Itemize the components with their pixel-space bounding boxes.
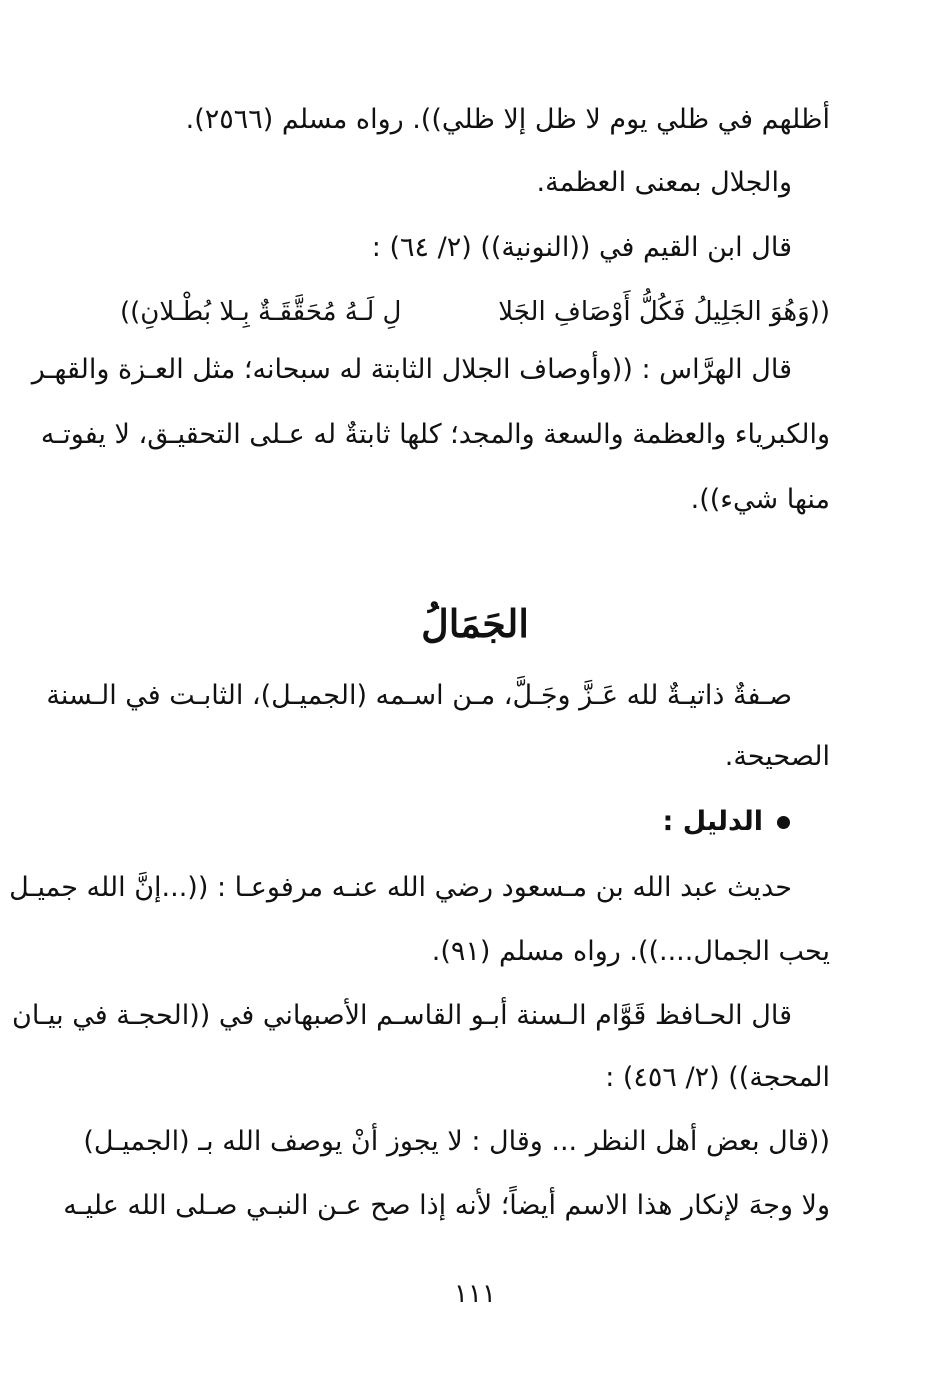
- text-line: يحب الجمال....)). رواه مسلم (٩١).: [431, 936, 830, 967]
- text-line: قال ابن القيم في ((النونية)) (٢/ ٦٤) :: [371, 232, 792, 263]
- page-number: ١١١: [454, 1279, 496, 1309]
- bullet-icon: [777, 816, 790, 829]
- text-line: والجلال بمعنى العظمة.: [536, 167, 792, 198]
- text-line: قال الحـافظ قَوَّام الـسنة أبـو القاسـم الأصبهاني في ((الحجـة في بيـان: [12, 1000, 792, 1031]
- bullet-label: الدليل :: [662, 806, 763, 837]
- text-line: ((قال بعض أهل النظر ... وقال : لا يجوز أنْ يوصف الله بـ (الجميـل): [83, 1126, 830, 1157]
- evidence-bullet: [120, 802, 830, 842]
- poetry-verse: [120, 290, 830, 334]
- text-line: حديث عبد الله بن مـسعود رضي الله عنـه مرفوعـا : ((...إنَّ الله جميـل: [9, 872, 792, 903]
- text-line: ولا وجهَ لإنكار هذا الاسم أيضاً؛ لأنه إذا صح عـن النبـي صـلى الله عليـه: [63, 1190, 830, 1221]
- text-line: والكبرياء والعظمة والسعة والمجد؛ كلها ثابتةٌ له عـلى التحقيـق، لا يفوتـه: [40, 419, 830, 450]
- text-line: أظلهم في ظلي يوم لا ظل إلا ظلي)). رواه مسلم (٢٥٦٦).: [185, 104, 830, 135]
- text-line: الصحيحة.: [724, 741, 830, 772]
- section-heading: الجَمَالُ: [421, 601, 529, 646]
- verse-second-hemistich: لِ لَـهُ مُحَقَّقَـةٌ بِـلا بُطْـلانِ)): [120, 297, 402, 327]
- text-line: المحجة)) (٢/ ٤٥٦) :: [605, 1062, 830, 1093]
- text-line: منها شيء)).: [690, 484, 830, 515]
- text-line: صـفةٌ ذاتيـةٌ لله عَـزَّ وجَـلَّ، مـن اسـمه (الجميـل)، الثابـت في الـسنة: [46, 680, 792, 711]
- text-line: قال الهرَّاس : ((وأوصاف الجلال الثابتة له سبحانه؛ مثل العـزة والقهـر: [31, 354, 792, 385]
- verse-first-hemistich: ((وَهُوَ الجَلِيلُ فَكُلُّ أَوْصَافِ الجَلا: [498, 297, 830, 327]
